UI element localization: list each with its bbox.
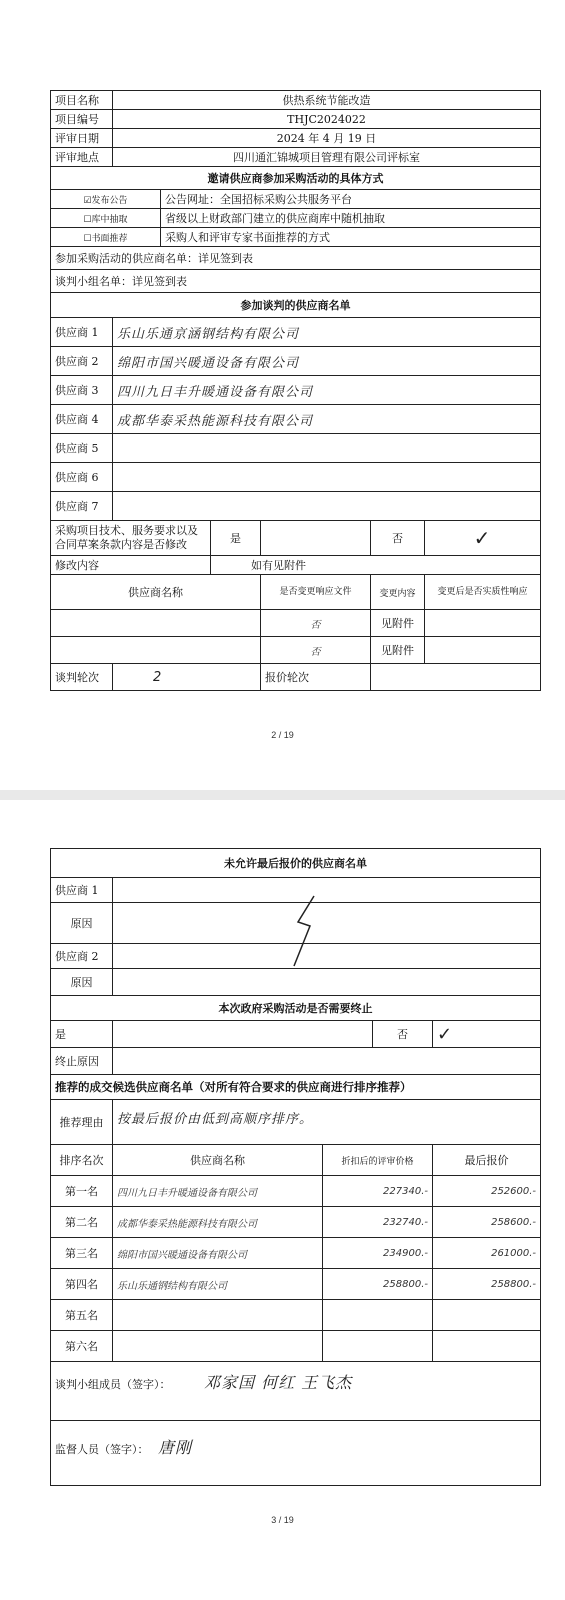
method-desc: 公告网址：全国招标采购公共服务平台 (161, 190, 541, 209)
supplier-label: 供应商 5 (51, 434, 113, 463)
rank-label: 第六名 (51, 1331, 113, 1362)
col-supplier-name: 供应商名称 (51, 575, 261, 610)
page-number: 2 / 19 (271, 730, 294, 740)
r2-value (113, 969, 541, 996)
supplier-handwritten: 四川九日丰升暖通设备有限公司 (113, 376, 541, 405)
not-final-header: 未允许最后报价的供应商名单 (51, 849, 541, 878)
terminate-reason-value (113, 1048, 541, 1075)
supplier-label: 供应商 7 (51, 492, 113, 521)
rank-price (323, 1300, 433, 1331)
no-checkmark: ✓ (425, 521, 541, 556)
rank-final: 258600.- (433, 1207, 541, 1238)
supplier-handwritten: 绵阳市国兴暖通设备有限公司 (113, 347, 541, 376)
s1-label: 供应商 1 (51, 878, 113, 903)
terminate-yes-value (113, 1021, 373, 1048)
r1-label: 原因 (51, 903, 113, 944)
invite-header: 邀请供应商参加采购活动的具体方式 (51, 167, 541, 190)
supplier-handwritten: 成都华泰采热能源科技有限公司 (113, 405, 541, 434)
review-form-table (50, 90, 541, 691)
round-label: 谈判轮次 (51, 664, 113, 691)
modify-content-label: 修改内容 (51, 556, 211, 575)
supplier-label: 供应商 2 (51, 347, 113, 376)
rank-supplier: 绵阳市国兴暖通设备有限公司 (113, 1238, 323, 1269)
no-label: 否 (371, 521, 425, 556)
review-place-label: 评审地点 (51, 148, 113, 167)
supplier-label: 供应商 4 (51, 405, 113, 434)
score-col-header: 折扣后的评审价格 (323, 1145, 433, 1176)
supplier-handwritten (113, 434, 541, 463)
modify-question: 采购项目技术、服务要求以及合同草案条款内容是否修改 (51, 521, 211, 556)
rank-label: 第二名 (51, 1207, 113, 1238)
supplier-handwritten (113, 463, 541, 492)
rank-price: 234900.- (323, 1238, 433, 1269)
name-col-header: 供应商名称 (113, 1145, 323, 1176)
terminate-yes-label: 是 (51, 1021, 113, 1048)
rank-final: 261000.- (433, 1238, 541, 1269)
rank-label: 第五名 (51, 1300, 113, 1331)
review-date-label: 评审日期 (51, 129, 113, 148)
col-substantive: 变更后是否实质性响应 (425, 575, 541, 610)
panel-sign-cell (51, 1362, 541, 1421)
project-no-label: 项目编号 (51, 110, 113, 129)
rank-col-header: 排序名次 (51, 1145, 113, 1176)
review-date: 2024 年 4 月 19 日 (113, 129, 541, 148)
rank-final (433, 1331, 541, 1362)
rank-final (433, 1300, 541, 1331)
change-row-supplier (51, 637, 261, 664)
round-value: 2 (113, 664, 261, 691)
quote-round-value (371, 664, 541, 691)
change-row-substantive (425, 610, 541, 637)
supplier-label: 供应商 1 (51, 318, 113, 347)
change-row-content: 见附件 (371, 610, 425, 637)
method-label: ☐书面推荐 (51, 228, 161, 247)
change-row-substantive (425, 637, 541, 664)
terminate-header: 本次政府采购活动是否需要终止 (51, 996, 541, 1021)
recommend-reason-label: 推荐理由 (51, 1100, 113, 1145)
supervisor-sign-cell (51, 1421, 541, 1486)
change-row-content: 见附件 (371, 637, 425, 664)
col-change-response: 是否变更响应文件 (261, 575, 371, 610)
rank-final: 252600.- (433, 1176, 541, 1207)
supplier-handwritten: 乐山乐通京涵钢结构有限公司 (113, 318, 541, 347)
col-change-content: 变更内容 (371, 575, 425, 610)
rank-supplier (113, 1300, 323, 1331)
panel-signatures: 邓家国 何红 王飞杰 (204, 1373, 353, 1392)
project-name-label: 项目名称 (51, 91, 113, 110)
quote-round-label: 报价轮次 (261, 664, 371, 691)
rank-price: 227340.- (323, 1176, 433, 1207)
terminate-no-check: ✓ (433, 1021, 541, 1048)
final-col-header: 最后报价 (433, 1145, 541, 1176)
review-place: 四川通汇锦城项目管理有限公司评标室 (113, 148, 541, 167)
page-number: 3 / 19 (271, 1515, 294, 1525)
rank-price: 232740.- (323, 1207, 433, 1238)
method-desc: 省级以上财政部门建立的供应商库中随机抽取 (161, 209, 541, 228)
s2-label: 供应商 2 (51, 944, 113, 969)
recommend-reason: 按最后报价由低到高顺序排序。 (113, 1100, 541, 1145)
method-label: ☐库中抽取 (51, 209, 161, 228)
negotiation-header: 参加谈判的供应商名单 (51, 293, 541, 318)
supplier-list-line: 参加采购活动的供应商名单：详见签到表 (51, 247, 541, 270)
recommend-header: 推荐的成交候选供应商名单（对所有符合要求的供应商进行排序推荐） (51, 1075, 541, 1100)
rank-supplier: 乐山乐通钢结构有限公司 (113, 1269, 323, 1300)
rank-label: 第三名 (51, 1238, 113, 1269)
rank-label: 第一名 (51, 1176, 113, 1207)
supervisor-sign-label: 监督人员（签字）： (55, 1443, 149, 1456)
change-row-mark: 否 (261, 610, 371, 637)
r2-label: 原因 (51, 969, 113, 996)
method-label: ☑发布公告 (51, 190, 161, 209)
project-name: 供热系统节能改造 (113, 91, 541, 110)
rank-price: 258800.- (323, 1269, 433, 1300)
method-desc: 采购人和评审专家书面推荐的方式 (161, 228, 541, 247)
attach-note: 如有见附件 (211, 556, 541, 575)
page-2 (0, 800, 565, 1600)
panel-sign-label: 谈判小组成员（签字）： (55, 1378, 171, 1391)
supplier-label: 供应商 6 (51, 463, 113, 492)
change-row-supplier (51, 610, 261, 637)
rank-supplier (113, 1331, 323, 1362)
supplier-label: 供应商 3 (51, 376, 113, 405)
project-no: THJC2024022 (113, 110, 541, 129)
supplier-handwritten (113, 492, 541, 521)
rank-label: 第四名 (51, 1269, 113, 1300)
strike-scribble (280, 892, 330, 972)
rank-supplier: 成都华泰采热能源科技有限公司 (113, 1207, 323, 1238)
yes-value (261, 521, 371, 556)
terminate-no-label: 否 (373, 1021, 433, 1048)
yes-label: 是 (211, 521, 261, 556)
panel-list-line: 谈判小组名单：详见签到表 (51, 270, 541, 293)
supervisor-signature: 唐刚 (158, 1438, 193, 1457)
terminate-reason-label: 终止原因 (51, 1048, 113, 1075)
page-1 (0, 0, 565, 790)
rank-price (323, 1331, 433, 1362)
rank-final: 258800.- (433, 1269, 541, 1300)
rank-supplier: 四川九日丰升暖通设备有限公司 (113, 1176, 323, 1207)
change-row-mark: 否 (261, 637, 371, 664)
